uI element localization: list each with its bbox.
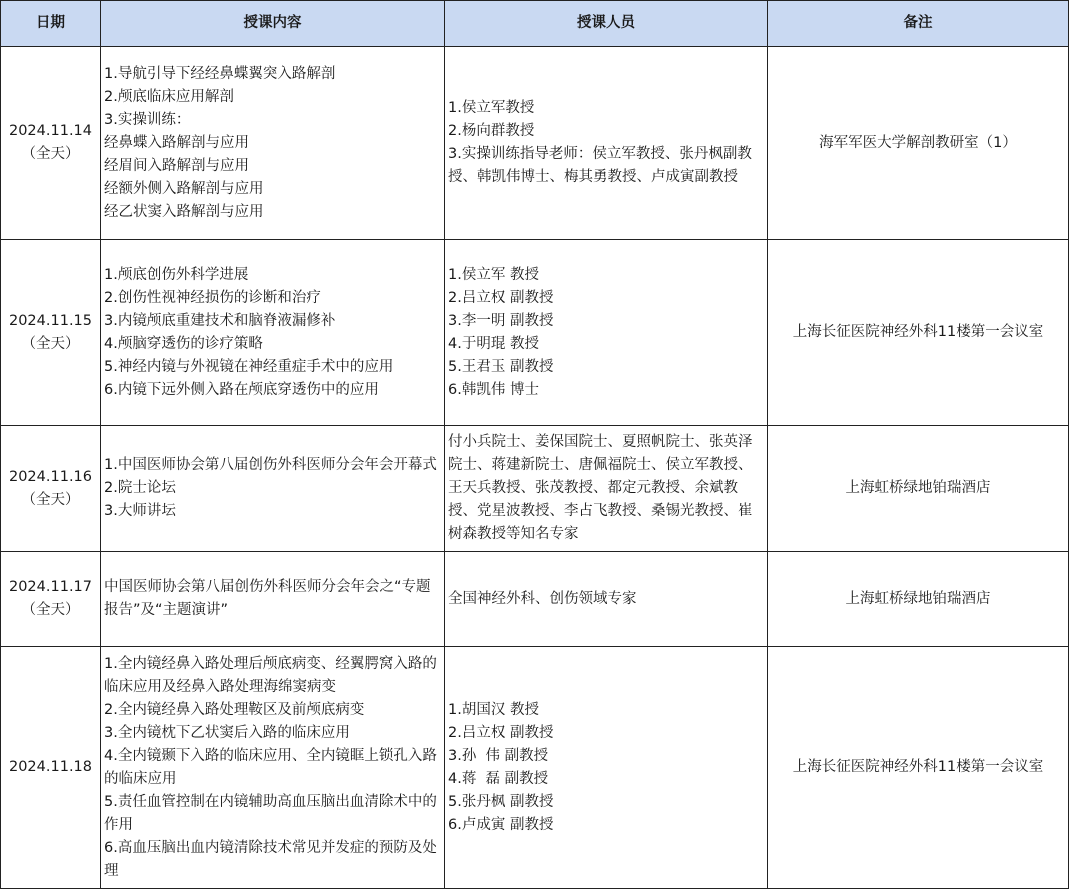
date-note: （全天）	[21, 602, 80, 618]
content-line: 3.内镜颅底重建技术和脑脊液漏修补	[104, 312, 336, 329]
content-line: 2.院士论坛	[104, 480, 176, 496]
staff-cell	[445, 426, 768, 552]
note-cell: 海军军医大学解剖教研室（1）	[768, 47, 1069, 240]
date-cell	[1, 240, 101, 426]
content-cell	[101, 426, 445, 552]
staff-cell	[445, 552, 768, 647]
staff-cell	[445, 47, 768, 240]
content-line: 1.全内镜经鼻入路处理后颅底病变、经翼腭窝入路的临床应用及经鼻入路处理海绵窦病变	[104, 655, 437, 695]
header-row	[1, 1, 1069, 47]
content-line: 1.颅底创伤外科学进展	[104, 266, 249, 283]
content-line: 5.神经内镜与外视镜在神经重症手术中的应用	[104, 358, 394, 375]
note-cell: 上海虹桥绿地铂瑞酒店	[768, 552, 1069, 647]
date-text: 2024.11.15	[8, 312, 93, 329]
content-line: 3.大师讲坛	[104, 503, 176, 519]
note-cell: 上海长征医院神经外科11楼第一会议室	[768, 647, 1069, 889]
staff-line: 1.侯立军 教授	[448, 266, 539, 283]
header-note: 备注	[768, 1, 1069, 47]
content-line: 3.全内镜枕下乙状窦后入路的临床应用	[104, 724, 350, 741]
content-line: 6.高血压脑出血内镜清除技术常见并发症的预防及处理	[104, 839, 437, 879]
staff-line: 5.王君玉 副教授	[448, 358, 554, 375]
date-text: 2024.11.16	[8, 468, 93, 485]
staff-line: 3.实操训练指导老师：侯立军教授、张丹枫副教授、韩凯伟博士、梅其勇教授、卢成寅副教授	[448, 146, 752, 185]
content-line: 6.内镜下远外侧入路在颅底穿透伤中的应用	[104, 381, 379, 398]
date-note: （全天）	[21, 335, 80, 352]
staff-line: 2.吕立权 副教授	[448, 289, 554, 306]
staff-line: 1.侯立军教授	[448, 100, 535, 116]
table-row	[1, 552, 1069, 647]
table-row	[1, 47, 1069, 240]
date-note: （全天）	[21, 146, 80, 162]
content-line: 2.颅底临床应用解剖	[104, 88, 234, 105]
content-cell	[101, 47, 445, 240]
content-cell	[101, 647, 445, 889]
header-content: 授课内容	[101, 1, 445, 47]
date-text: 2024.11.18	[8, 759, 93, 775]
table-row	[1, 426, 1069, 552]
staff-line: 付小兵院士、姜保国院士、夏照帆院士、张英泽院士、蒋建新院士、唐佩福院士、侯立军教授、王天兵教授、张茂教授、都定元教授、余斌教授、党星波教授、李占飞教授、桑锡光教授、崔树森教授等知名专家	[448, 434, 753, 542]
date-note: （全天）	[21, 491, 80, 508]
content-line: 4.颅脑穿透伤的诊疗策略	[104, 335, 263, 352]
table-row	[1, 647, 1069, 889]
staff-line: 3.李一明 副教授	[448, 312, 554, 329]
header-date: 日期	[1, 1, 101, 47]
content-cell	[101, 240, 445, 426]
staff-line: 4.蒋 磊 副教授	[448, 770, 549, 787]
date-cell	[1, 552, 101, 647]
note-cell: 上海长征医院神经外科11楼第一会议室	[768, 240, 1069, 426]
staff-line: 2.杨向群教授	[448, 123, 535, 139]
content-line: 3.实操训练：	[104, 111, 191, 128]
header-staff: 授课人员	[445, 1, 768, 47]
date-cell	[1, 426, 101, 552]
date-text: 2024.11.14	[8, 123, 93, 139]
staff-line: 4.于明琨 教授	[448, 335, 539, 352]
content-line: 2.全内镜经鼻入路处理鞍区及前颅底病变	[104, 701, 365, 718]
content-line: 经鼻蝶入路解剖与应用	[104, 134, 249, 151]
staff-cell	[445, 647, 768, 889]
date-cell	[1, 47, 101, 240]
content-line: 4.全内镜颞下入路的临床应用、全内镜眶上锁孔入路的临床应用	[104, 747, 437, 787]
table-row	[1, 240, 1069, 426]
content-line: 经额外侧入路解剖与应用	[104, 180, 264, 197]
staff-line: 2.吕立权 副教授	[448, 724, 554, 741]
content-line: 2.创伤性视神经损伤的诊断和治疗	[104, 289, 321, 306]
staff-line: 1.胡国汉 教授	[448, 701, 539, 718]
staff-line: 全国神经外科、创伤领域专家	[448, 590, 637, 607]
content-line: 经乙状窦入路解剖与应用	[104, 203, 264, 220]
date-text: 2024.11.17	[8, 579, 93, 595]
note-cell: 上海虹桥绿地铂瑞酒店	[768, 426, 1069, 552]
staff-line: 5.张丹枫 副教授	[448, 793, 554, 810]
staff-line: 6.韩凯伟 博士	[448, 381, 539, 398]
staff-cell	[445, 240, 768, 426]
content-line: 5.责任血管控制在内镜辅助高血压脑出血清除术中的作用	[104, 793, 437, 833]
content-cell	[101, 552, 445, 647]
date-cell	[1, 647, 101, 889]
content-line: 中国医师协会第八届创伤外科医师分会年会之“专题报告”及“主题演讲”	[104, 579, 431, 618]
staff-line: 3.孙 伟 副教授	[448, 747, 549, 764]
content-line: 1.导航引导下经经鼻蝶翼突入路解剖	[104, 65, 336, 82]
content-line: 经眉间入路解剖与应用	[104, 157, 249, 174]
content-line: 1.中国医师协会第八届创伤外科医师分会年会开幕式	[104, 457, 437, 473]
staff-line: 6.卢成寅 副教授	[448, 816, 554, 833]
